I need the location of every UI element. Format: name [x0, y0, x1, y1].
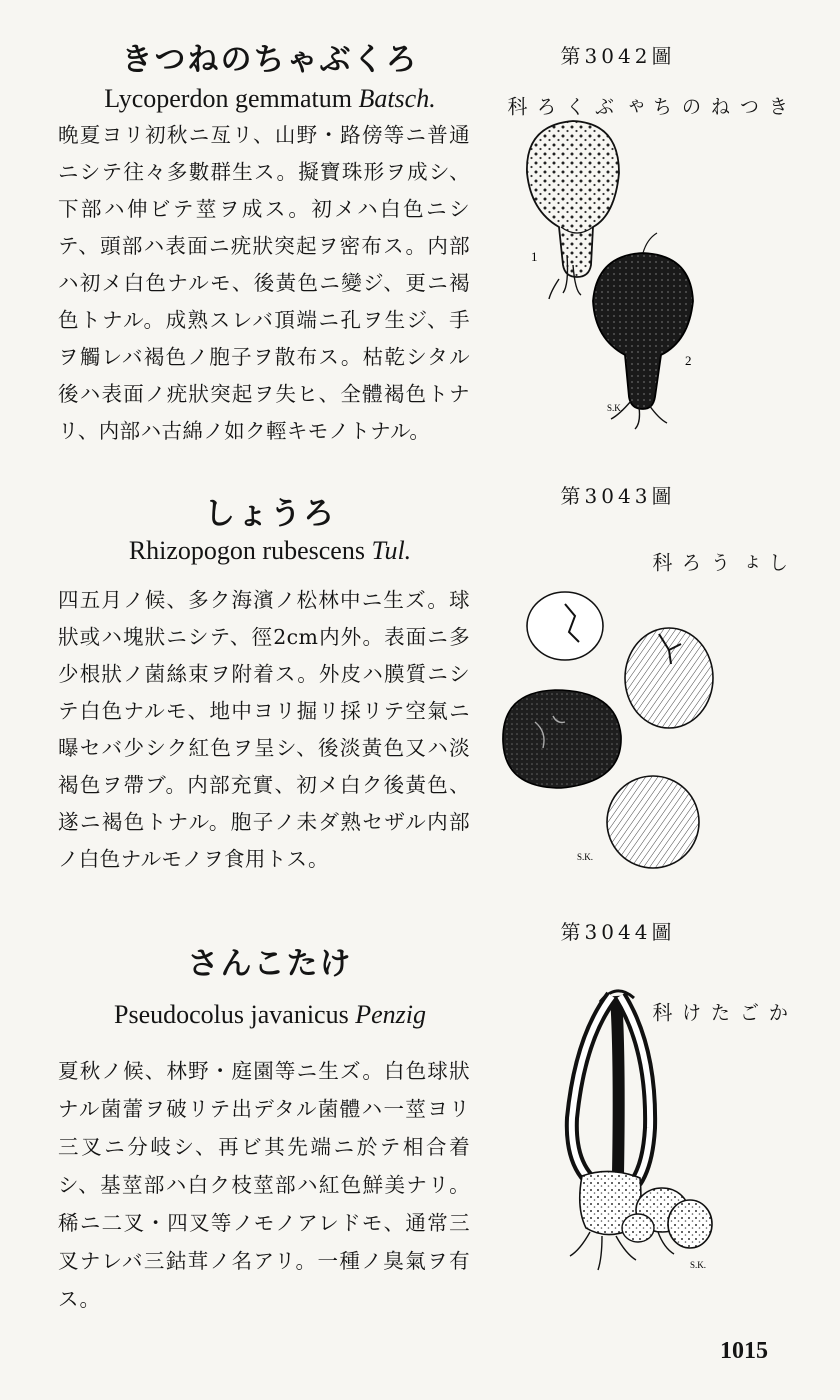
stinkhorn-illustration [540, 978, 730, 1278]
artist-signature: S.K. [690, 1260, 707, 1270]
author-name: Penzig [355, 1000, 426, 1029]
scientific-name: Pseudocolus javanicus [114, 1000, 349, 1029]
puffball-mature-body [593, 253, 693, 409]
author-name: Batsch. [358, 84, 436, 113]
figure-label-2: 2 [685, 353, 692, 368]
figure-number: 第3044圖 [560, 920, 676, 944]
truffle-dark-oblong [503, 690, 621, 788]
description-text: 四五月ノ候、多ク海濱ノ松林中ニ生ズ。球狀或ハ塊狀ニシテ、徑2cm内外。表面ニ多少根狀ノ菌絲束ヲ附着ス。外皮ハ膜質ニシテ白色ナルモ、地中ヨリ掘リ採リテ空氣ニ曝セバ少シク紅色ヲ呈シ、後淡黃色又ハ淡褐色ヲ帶ブ。内部充實、初メ白ク後黃色、遂ニ褐色トナル。胞子ノ未ダ熟セザル内部ノ白色ナルモノヲ食用トス。 [58, 588, 470, 871]
page-number: 1015 [720, 1338, 768, 1364]
scientific-name-line [40, 536, 500, 566]
scientific-name: Lycoperdon gemmatum [104, 84, 352, 113]
scientific-name-line [40, 1000, 500, 1030]
truffle-large-upright [625, 628, 713, 728]
artist-signature: S.K. [607, 403, 624, 413]
puffball-young-body [527, 121, 619, 277]
figure-number: 第3042圖 [560, 44, 676, 68]
description-text: 晩夏ヨリ初秋ニ亙リ、山野・路傍等ニ普通ニシテ往々多數群生ス。擬寶珠形ヲ成シ、下部ハ伸ビテ莖ヲ成ス。初メハ白色ニシテ、頭部ハ表面ニ疣狀突起ヲ密布ス。内部ハ初メ白色ナルモ、後黃色ニ變ジ、更ニ褐色トナル。成熟スレバ頂端ニ孔ヲ生ジ、手ヲ觸レバ褐色ノ胞子ヲ散布ス。枯乾シタル後ハ表面ノ疣狀突起ヲ失ヒ、全體褐色トナリ、内部ハ古綿ノ如ク輕キモノトナル。 [58, 123, 470, 443]
puffball-illustration [515, 115, 715, 435]
shouro-illustration [495, 582, 735, 872]
stinkhorn-arm-middle [616, 996, 619, 1174]
family-name: しょうろ科 [649, 552, 789, 574]
figure-number: 第3043圖 [560, 484, 676, 508]
figure-label-1: 1 [531, 249, 538, 264]
japanese-name: きつねのちゃぶくろ [121, 42, 419, 78]
scientific-name: Rhizopogon rubescens [128, 536, 365, 565]
japanese-name: しょうろ [204, 496, 336, 532]
family-name: きつねのちゃぶくろ科 [504, 96, 789, 118]
family-name: かごたけ科 [649, 1002, 789, 1024]
artist-signature: S.K. [577, 852, 594, 862]
scientific-name-line [40, 84, 500, 114]
description-text: 夏秋ノ候、林野・庭園等ニ生ズ。白色球狀ナル菌蕾ヲ破リテ出デタル菌體ハ一莖ヨリ三叉ニ分岐シ、再ビ其先端ニ於テ相合着シ、基莖部ハ白ク枝莖部ハ紅色鮮美ナリ。稀ニ二叉・四叉等ノモノアレドモ、通常三叉ナレバ三鈷茸ノ名アリ。一種ノ臭氣ヲ有ス。 [58, 1059, 470, 1311]
truffle-round-bottom [607, 776, 699, 868]
author-name: Tul. [371, 536, 412, 565]
japanese-name: さんこたけ [187, 946, 353, 982]
truffle-small [527, 592, 603, 660]
